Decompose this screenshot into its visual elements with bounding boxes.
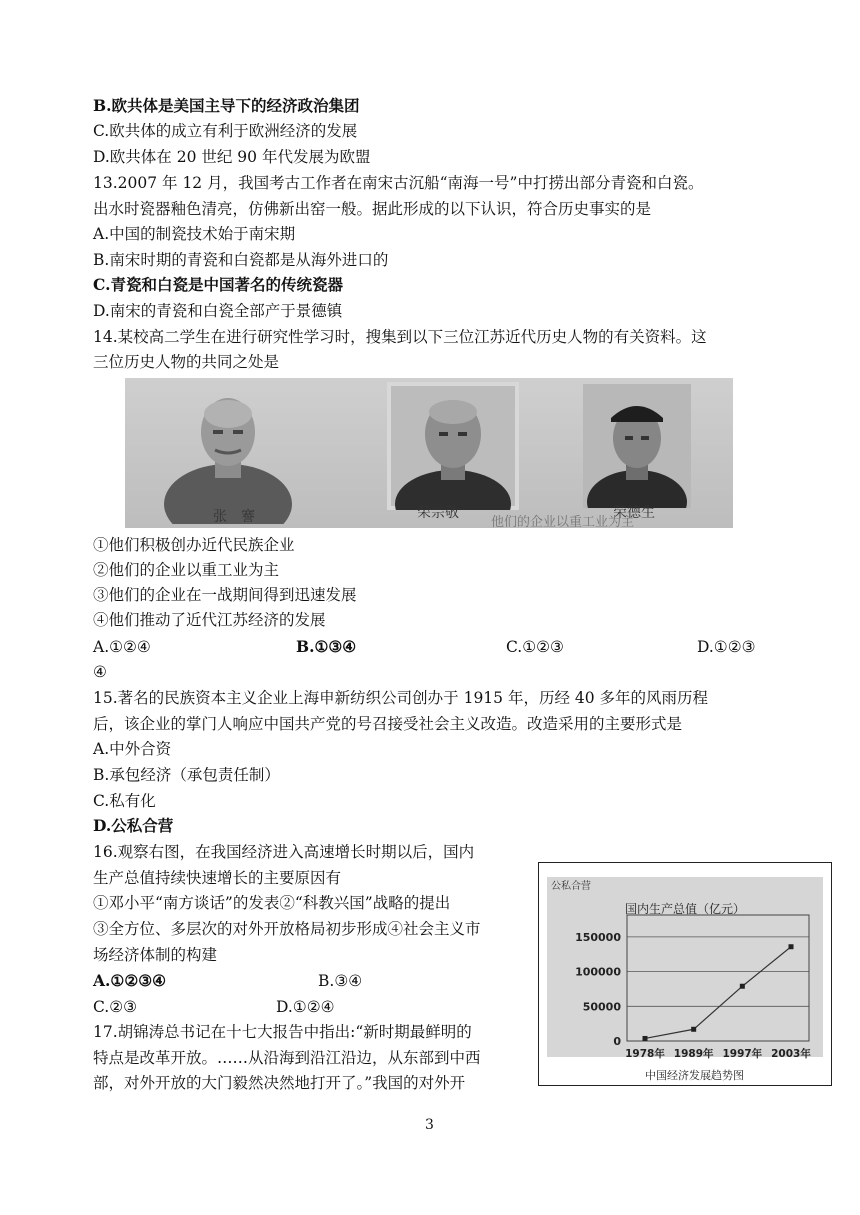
q12-option-d: D.欧共体在 20 世纪 90 年代发展为欧盟 — [93, 148, 371, 166]
portrait-rong-desheng — [583, 384, 691, 508]
x-tick-label-1: 1989年 — [673, 1048, 714, 1060]
chart-title: 国内生产总值（亿元） — [625, 902, 746, 916]
data-point-2 — [740, 984, 745, 989]
portrait-rong-zongjing — [387, 382, 519, 510]
q15-stem-line2: 后，该企业的掌门人响应中国共产党的号召接受社会主义改造。改造采用的主要形式是 — [93, 715, 683, 733]
chart-subtitle: 中国经济发展趋势图 — [645, 1069, 744, 1082]
chart-corner-text: 公私合营 — [551, 881, 591, 892]
y-tick-label-0: 0 — [613, 1035, 621, 1048]
q16-option-c: C.②③ — [93, 998, 138, 1016]
q15-option-b: B.承包经济（承包责任制） — [93, 766, 280, 784]
data-point-0 — [643, 1036, 648, 1041]
gdp-line-chart — [539, 863, 831, 1085]
q12-option-b: B.欧共体是美国主导下的经济政治集团 — [93, 96, 360, 115]
q13-stem-line1: 13.2007 年 12 月，我国考古工作者在南宋古沉船“南海一号”中打捞出部分青瓷和白瓷。 — [93, 174, 704, 192]
q16-line5: 场经济体制的构建 — [93, 946, 218, 964]
q16-line3: ①邓小平“南方谈话”的发表②“科教兴国”战略的提出 — [93, 894, 451, 912]
q13-option-c: C.青瓷和白瓷是中国著名的传统瓷器 — [93, 275, 343, 294]
q16-stem-line2: 生产总值持续快速增长的主要原因有 — [93, 869, 342, 887]
q13-option-d: D.南宋的青瓷和白瓷全部产于景德镇 — [93, 302, 343, 320]
q14-option-b: B.①③④ — [296, 637, 357, 656]
y-tick-label-1: 50000 — [582, 1000, 621, 1014]
q14-option-a: A.①②④ — [93, 638, 151, 656]
q15-option-a: A.中外合资 — [93, 740, 172, 758]
gdp-chart-frame — [538, 862, 832, 1086]
q15-stem-line1: 15.著名的民族资本主义企业上海申新纺织公司创办于 1915 年，历经 40 多年的风雨历程 — [93, 689, 709, 707]
q16-option-d: D.①②④ — [276, 998, 335, 1016]
q14-option-c: C.①②③ — [506, 638, 564, 656]
q16-stem-line1: 16.观察右图，在我国经济进入高速增长时期以后，国内 — [93, 843, 475, 861]
data-point-1 — [691, 1027, 696, 1032]
portrait-photo-strip — [125, 378, 733, 528]
q14-item-1: ①他们积极创办近代民族企业 — [93, 536, 295, 554]
q14-stem-line2: 三位历史人物的共同之处是 — [93, 353, 280, 371]
q12-option-c: C.欧共体的成立有利于欧洲经济的发展 — [93, 122, 358, 140]
x-tick-label-3: 2003年 — [771, 1048, 811, 1060]
q17-line2: 特点是改革开放。……从沿海到沿江沿边，从东部到中西 — [93, 1049, 481, 1067]
caption-zhang-jian: 张 謇 — [213, 509, 255, 525]
caption-rong-zongjing: 荣宗敬 — [417, 505, 459, 521]
q14-item-2: ②他们的企业以重工业为主 — [93, 561, 280, 579]
q16-line4: ③全方位、多层次的对外开放格局初步形成④社会主义市 — [93, 920, 481, 938]
q14-option-d-wrap: ④ — [93, 663, 107, 681]
page-number: 3 — [425, 1117, 434, 1133]
y-tick-label-3: 150000 — [575, 930, 621, 944]
portrait-zhang-jian — [163, 384, 293, 524]
y-tick-label-2: 100000 — [575, 965, 621, 979]
q15-option-c: C.私有化 — [93, 792, 156, 810]
data-point-3 — [789, 944, 794, 949]
q16-option-a: A.①②③④ — [93, 971, 167, 990]
q17-line1: 17.胡锦涛总书记在十七大报告中指出:“新时期最鲜明的 — [93, 1023, 472, 1041]
q14-stem-line1: 14.某校高二学生在进行研究性学习时，搜集到以下三位江苏近代历史人物的有关资料。这 — [93, 328, 707, 346]
q13-option-b: B.南宋时期的青瓷和白瓷都是从海外进口的 — [93, 251, 389, 269]
q15-option-d: D.公私合营 — [93, 816, 174, 835]
q14-item-3: ③他们的企业在一战期间得到迅速发展 — [93, 586, 357, 604]
q13-stem-line2: 出水时瓷器釉色清亮，仿佛新出窑一般。据此形成的以下认识，符合历史事实的是 — [93, 200, 652, 218]
photo-faint-overlay-text: 他们的企业以重工业为主 — [491, 515, 635, 528]
q14-item-4: ④他们推动了近代江苏经济的发展 — [93, 611, 326, 629]
q13-option-a: A.中国的制瓷技术始于南宋期 — [93, 225, 296, 243]
q17-line3: 部，对外开放的大门毅然决然地打开了。”我国的对外开 — [93, 1074, 466, 1092]
x-tick-label-0: 1978年 — [625, 1048, 665, 1060]
q14-option-d: D.①②③ — [697, 638, 756, 656]
caption-rong-desheng: 荣德生 — [613, 505, 655, 521]
q16-option-b: B.③④ — [318, 972, 363, 990]
x-tick-label-2: 1997年 — [722, 1048, 763, 1060]
